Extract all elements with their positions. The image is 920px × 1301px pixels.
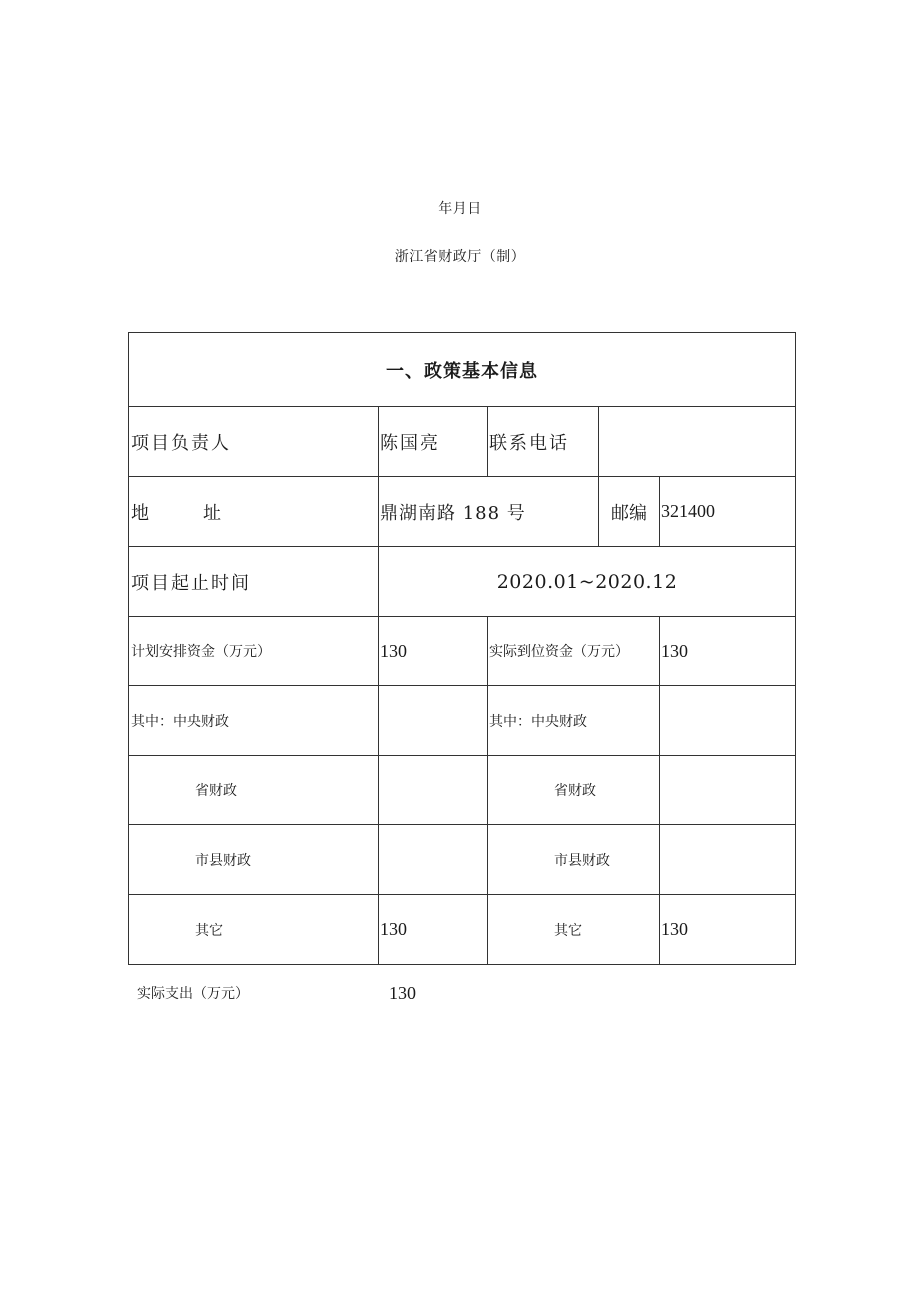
address-value: 鼎湖南路 188 号 (380, 502, 526, 524)
address-label-right: 址 (203, 502, 223, 524)
leader-label: 项目负责人 (131, 432, 231, 454)
actual-funds-label: 实际到位资金（万元） (489, 644, 629, 660)
actual-other-label: 其它 (554, 922, 582, 939)
actual-central-value (661, 686, 793, 755)
column-divider (659, 616, 660, 964)
actual-provincial-label: 省财政 (554, 783, 596, 799)
address-label-left: 地 (131, 502, 151, 524)
planned-central-value (380, 686, 486, 755)
actual-county-value (661, 825, 793, 894)
planned-county-label: 市县财政 (195, 852, 251, 869)
actual-provincial-value (661, 756, 793, 824)
column-divider (487, 406, 488, 476)
column-divider (487, 616, 488, 964)
actual-funds-value: 130 (661, 640, 688, 661)
actual-expenditure-label: 实际支出（万元） (137, 986, 249, 1002)
date-line: 年月日 (438, 201, 482, 217)
postcode-label: 邮编 (611, 502, 647, 524)
issuer-line: 浙江省财政厅（制） (394, 249, 526, 265)
planned-provincial-label: 省财政 (195, 783, 237, 799)
planned-other-value: 130 (380, 919, 407, 939)
period-label: 项目起止时间 (131, 572, 251, 594)
leader-value: 陈国亮 (380, 432, 440, 454)
actual-other-value: 130 (661, 919, 688, 939)
column-divider (659, 476, 660, 546)
policy-info-form (128, 332, 796, 965)
planned-other-label: 其它 (195, 922, 223, 939)
postcode-value: 321400 (661, 501, 715, 521)
phone-value (600, 407, 794, 476)
planned-central-label: 其中：中央财政 (131, 713, 229, 730)
phone-label: 联系电话 (489, 432, 569, 454)
actual-county-label: 市县财政 (554, 852, 610, 869)
period-value: 2020.01~2020.12 (496, 570, 678, 593)
planned-provincial-value (380, 756, 486, 824)
actual-expenditure-value: 130 (389, 982, 416, 1003)
planned-funds-value: 130 (380, 640, 407, 661)
planned-funds-label: 计划安排资金（万元） (131, 644, 271, 660)
planned-county-value (380, 825, 486, 894)
column-divider (378, 406, 379, 964)
section-title: 一、政策基本信息 (386, 360, 538, 382)
actual-central-label: 其中：中央财政 (489, 713, 587, 730)
